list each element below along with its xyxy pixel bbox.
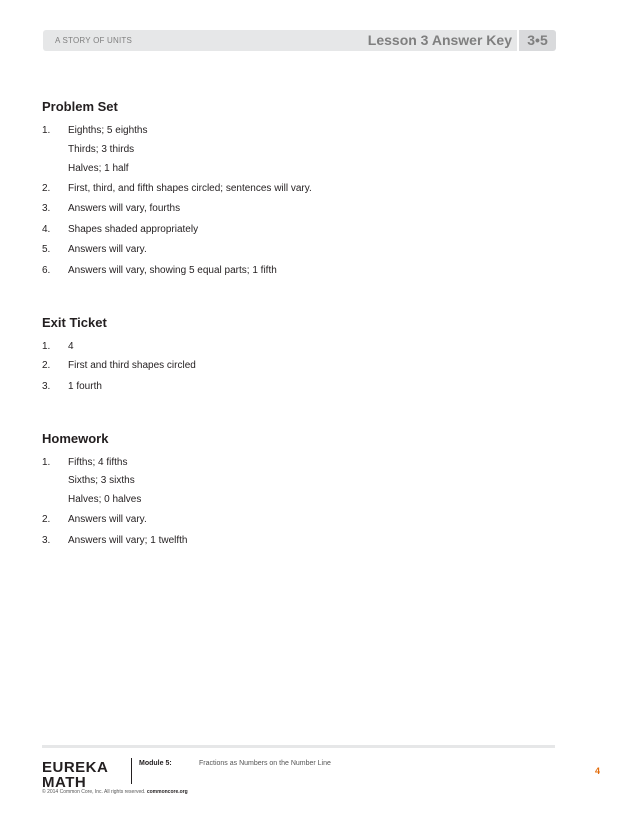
footer-module-title: Fractions as Numbers on the Number Line: [199, 760, 331, 767]
header-lesson-title: Lesson 3 Answer Key: [367, 32, 512, 48]
problem-set-item-4-line-1: Shapes shaded appropriately: [68, 224, 199, 235]
problem-set-item-1-line-3: Halves; 1 half: [68, 163, 129, 174]
exit-ticket-title: Exit Ticket: [42, 315, 107, 330]
problem-set-item-3-line-1: Answers will vary, fourths: [68, 203, 181, 214]
homework-item-2-line-1: Answers will vary.: [68, 514, 147, 525]
page-number: 4: [595, 766, 601, 776]
homework-item-1-line-2: Sixths; 3 sixths: [68, 475, 135, 486]
problem-set-item-6-line-1: Answers will vary, showing 5 equal parts; 1 fifth: [68, 265, 277, 276]
footer-rule: [42, 745, 555, 748]
homework-item-3-number: 3.: [42, 535, 51, 546]
problem-set-item-1-line-1: Eighths; 5 eighths: [68, 125, 148, 136]
problem-set-item-6-number: 6.: [42, 265, 51, 276]
footer-module-label: Module 5:: [139, 760, 172, 767]
header-module-badge: 3•5: [519, 30, 556, 51]
exit-ticket-item-1-number: 1.: [42, 341, 51, 352]
exit-ticket-item-1-line-1: 4: [68, 341, 74, 352]
problem-set-item-5-line-1: Answers will vary.: [68, 244, 147, 255]
svg-text:MATH: MATH: [42, 774, 87, 789]
homework-title: Homework: [42, 431, 109, 446]
problem-set-item-1-line-2: Thirds; 3 thirds: [68, 144, 135, 155]
problem-set-title: Problem Set: [42, 99, 118, 114]
copyright-site-link[interactable]: commoncore.org: [146, 789, 188, 795]
problem-set-item-2-number: 2.: [42, 183, 51, 194]
eureka-math-logo: [42, 759, 114, 789]
homework-item-1-number: 1.: [42, 457, 51, 468]
copyright-text: © 2014 Common Core, Inc. All rights reserved.: [42, 789, 146, 795]
footer-copyright: [42, 789, 188, 795]
exit-ticket-item-3-line-1: 1 fourth: [68, 381, 102, 392]
problem-set-item-3-number: 3.: [42, 203, 51, 214]
exit-ticket-item-2-number: 2.: [42, 360, 51, 371]
svg-text:EUREKA: EUREKA: [42, 759, 109, 776]
problem-set-item-2-line-1: First, third, and fifth shapes circled; sentences will vary.: [68, 183, 312, 194]
header-story-label: A STORY OF UNITS: [55, 36, 132, 45]
exit-ticket-item-2-line-1: First and third shapes circled: [68, 360, 196, 371]
problem-set-item-4-number: 4.: [42, 224, 51, 235]
problem-set-item-5-number: 5.: [42, 244, 51, 255]
homework-item-3-line-1: Answers will vary; 1 twelfth: [68, 535, 188, 546]
homework-item-1-line-3: Halves; 0 halves: [68, 494, 142, 505]
footer-divider: [131, 758, 132, 784]
homework-item-2-number: 2.: [42, 514, 51, 525]
problem-set-item-1-number: 1.: [42, 125, 51, 136]
exit-ticket-item-3-number: 3.: [42, 381, 51, 392]
homework-item-1-line-1: Fifths; 4 fifths: [68, 457, 128, 468]
